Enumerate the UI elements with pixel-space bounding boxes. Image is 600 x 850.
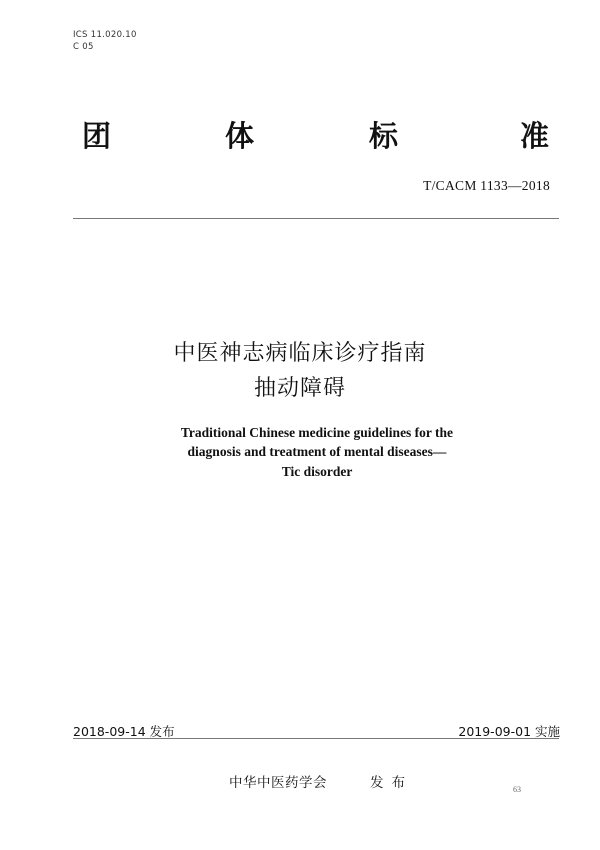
bottom-divider xyxy=(73,738,559,739)
ccs-code: C 05 xyxy=(73,42,94,52)
heading-char-4: 准 xyxy=(520,119,550,153)
top-divider xyxy=(73,218,559,219)
heading-char-1: 团 xyxy=(82,119,112,153)
release-date: 2018-09-14 发布 xyxy=(73,724,175,739)
publish-label: 发布 xyxy=(370,775,413,791)
english-title-line-3: Tic disorder xyxy=(281,464,353,479)
english-title-line-2: diagnosis and treatment of mental diseases— xyxy=(187,444,447,459)
heading-char-3: 标 xyxy=(369,119,399,153)
standard-type-heading xyxy=(60,116,560,160)
chinese-subtitle: 抽动障碍 xyxy=(253,376,346,401)
page-mark: 63 xyxy=(513,785,521,794)
heading-char-2: 体 xyxy=(225,119,255,153)
chinese-title: 中医神志病临床诊疗指南 xyxy=(173,341,427,366)
ics-code: ICS 11.020.10 xyxy=(73,30,137,40)
english-title-line-1: Traditional Chinese medicine guidelines for the xyxy=(180,425,454,440)
publisher-name: 中华中医药学会 xyxy=(229,775,327,791)
effective-date: 2019-09-01 实施 xyxy=(458,724,560,739)
standard-number: T/CACM 1133—2018 xyxy=(423,178,550,193)
